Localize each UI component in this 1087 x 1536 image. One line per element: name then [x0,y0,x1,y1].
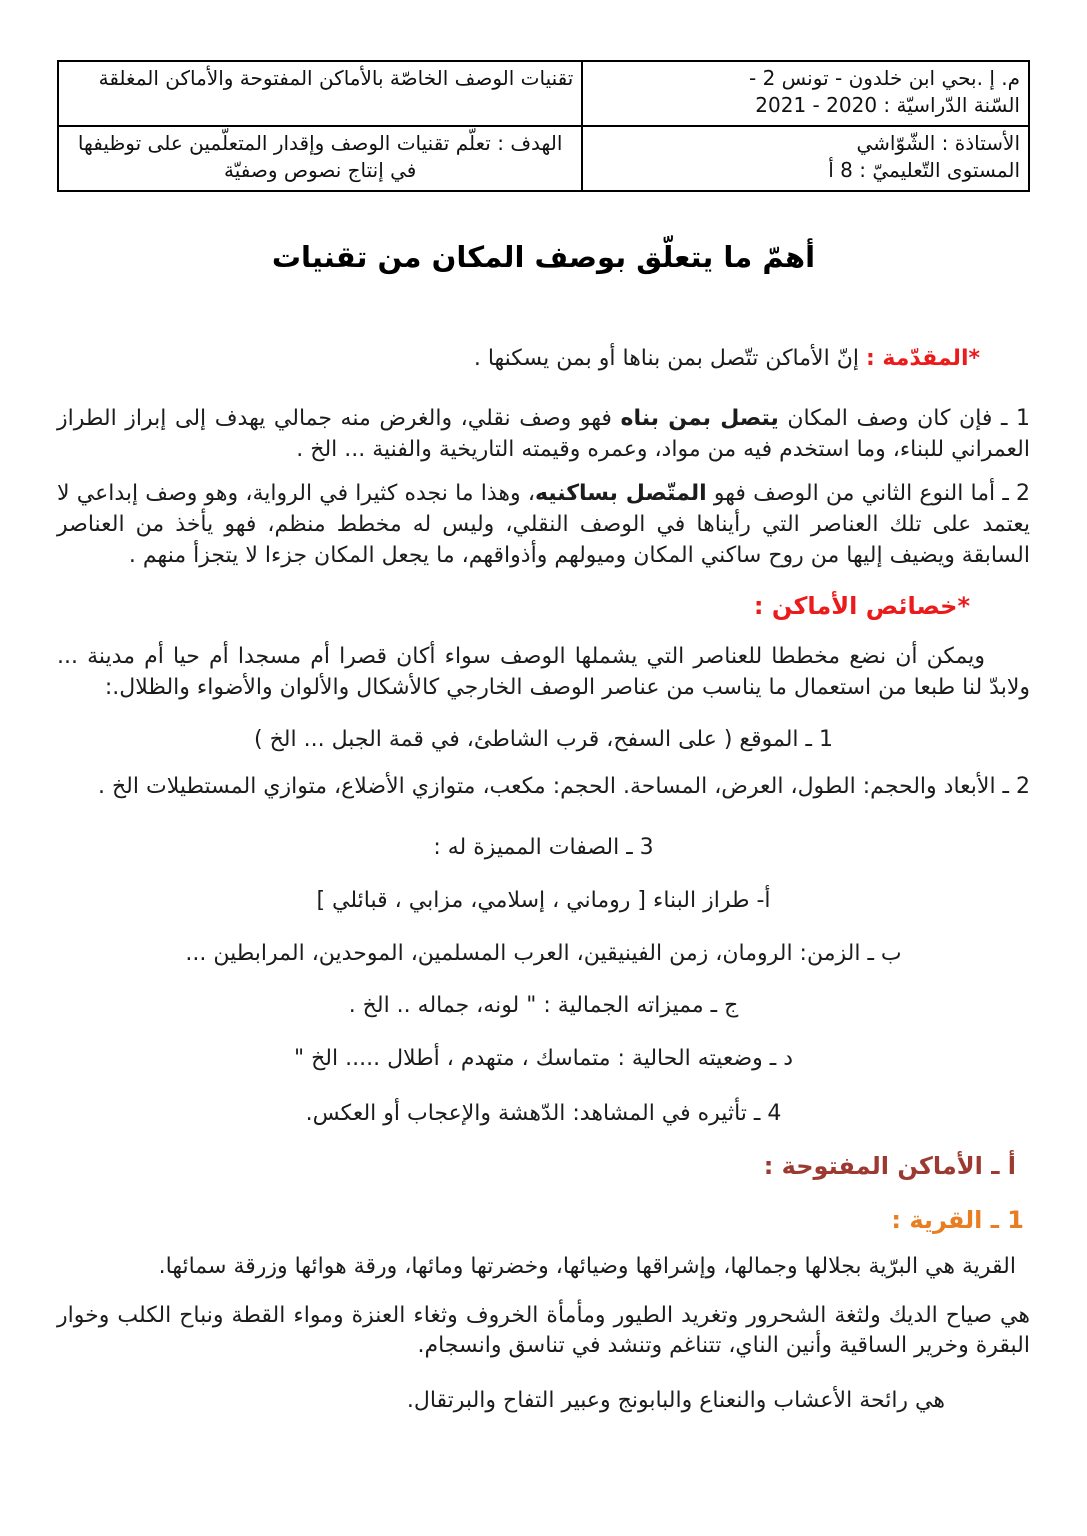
paragraph-resident-description [57,479,1030,571]
paragraph-builder-description [57,404,1030,466]
goal-line-2: في إنتاج نصوص وصفيّة [223,158,417,182]
p1-prefix: 1 ـ فإن كان وصف المكان [778,405,1030,431]
p2-bold: المتّصل بساكنيه [534,481,707,507]
p1-suffix: فهو وصف نقلي، والغرض منه جمالي يهدف إلى إبراز الطراز العمراني للبناء، وما استخدم فيه من مواد، وعمره وقيمته التاريخية والفنية ... الخ . [57,405,1030,462]
page-title: أهمّ ما يتعلّق بوصف المكان من تقنيات [271,240,816,274]
header-row-1 [58,61,1029,126]
header-table [57,60,1030,192]
p1-bold: يتصل بمن بناه [620,405,779,431]
item-era: ب ـ الزمن: الرومان، زمن الفينيقين، العرب المسلمين، الموحدين، المرابطين ... [185,940,902,966]
characteristics-heading: *خصائص الأماكن : [753,591,970,620]
school-line: م. إ .بحي ابن خلدون - تونس 2 - [749,66,1020,90]
item-style: أ- طراز البناء [ روماني ، إسلامي، مزابي ، قبائلي ] [316,887,771,913]
cell-course-title [58,61,582,126]
intro-text: إنّ الأماكن تتّصل بمن بناها أو بمن يسكنها . [473,346,866,371]
item-aesthetics: ج ـ مميزاته الجمالية : " لونه، جماله .. الخ . [348,993,739,1019]
characteristics-intro: ويمكن أن نضع مخططا للعناصر التي يشملها الوصف سواء أكان قصرا أم مسجدا أم حيا أم مدينة ... ولابدّ لنا طبعا من استعمال ما يناسب من عناصر الوصف الخارجي كالأشكال والألوان والأضواء والظلال.: [57,643,1030,700]
p2-prefix: 2 ـ أما النوع الثاني من الوصف فهو [706,481,1030,507]
item-location: 1 ـ الموقع ( على السفح، قرب الشاطئ، في قمة الجبل ... الخ ) [254,727,833,753]
intro-paragraph [57,344,1030,375]
year-line: السّنة الدّراسيّة : 2020 - 2021 [755,93,1020,117]
village-paragraph-1: القرية هي البرّية بجلالها وجمالها، وإشراقها وضيائها، وخضرتها ومائها، ورقة هوائها وزرقة سمائها. [158,1253,1016,1279]
village-heading: 1 ـ القرية : [891,1205,1024,1234]
cell-goal [58,126,582,191]
item-condition: د ـ وضعيته الحالية : متماسك ، متهدم ، أطلال ..... الخ " [293,1046,793,1072]
header-row-2 [58,126,1029,191]
cell-teacher-info [582,126,1029,191]
level-line: المستوى التّعليميّ : 8 أ [828,158,1020,182]
p2-suffix: ، وهذا ما نجده كثيرا في الرواية، وهو وصف إبداعي لا يعتمد على تلك العناصر التي رأيناها في الوصف النقلي، وليس له مخطط منظم، فهو يأخذ من العناصر السابقة ويضيف إليها من روح ساكني المكان وميولهم وأذواقهم، ما يجعل المكان جزءا لا يتجزأ منهم . [57,481,1030,568]
course-title-line: تقنيات الوصف الخاصّة بالأماكن المفتوحة والأماكن المغلقة [98,66,574,90]
item-dimensions: 2 ـ الأبعاد والحجم: الطول، العرض، المساحة. الحجم: مكعب، متوازي الأضلاع، متوازي المستطيلات الخ . [97,774,1030,800]
intro-label: *المقدّمة : [865,346,980,371]
cell-school-info [582,61,1029,126]
goal-line-1: الهدف : تعلّم تقنيات الوصف وإقدار المتعلّمين على توظيفها [77,131,563,155]
village-paragraph-2: هي صياح الديك ولثغة الشحرور وتغريد الطيور ومأمأة الخروف وثغاء العنزة ومواء القطة ونباح الكلب وخوار البقرة وخرير الساقية وأنين الناي، تتناغم وتنشد في تناسق وانسجام. [57,1302,1030,1359]
teacher-line: الأستاذة : الشّوّاشي [856,131,1020,155]
open-places-heading: أ ـ الأماكن المفتوحة : [763,1151,1016,1180]
item-features: 3 ـ الصفات المميزة له : [433,834,654,860]
village-paragraph-3: هي رائحة الأعشاب والنعناع والبابونج وعبير التفاح والبرتقال. [406,1388,945,1414]
item-effect: 4 ـ تأثيره في المشاهد: الدّهشة والإعجاب أو العكس. [305,1100,782,1126]
